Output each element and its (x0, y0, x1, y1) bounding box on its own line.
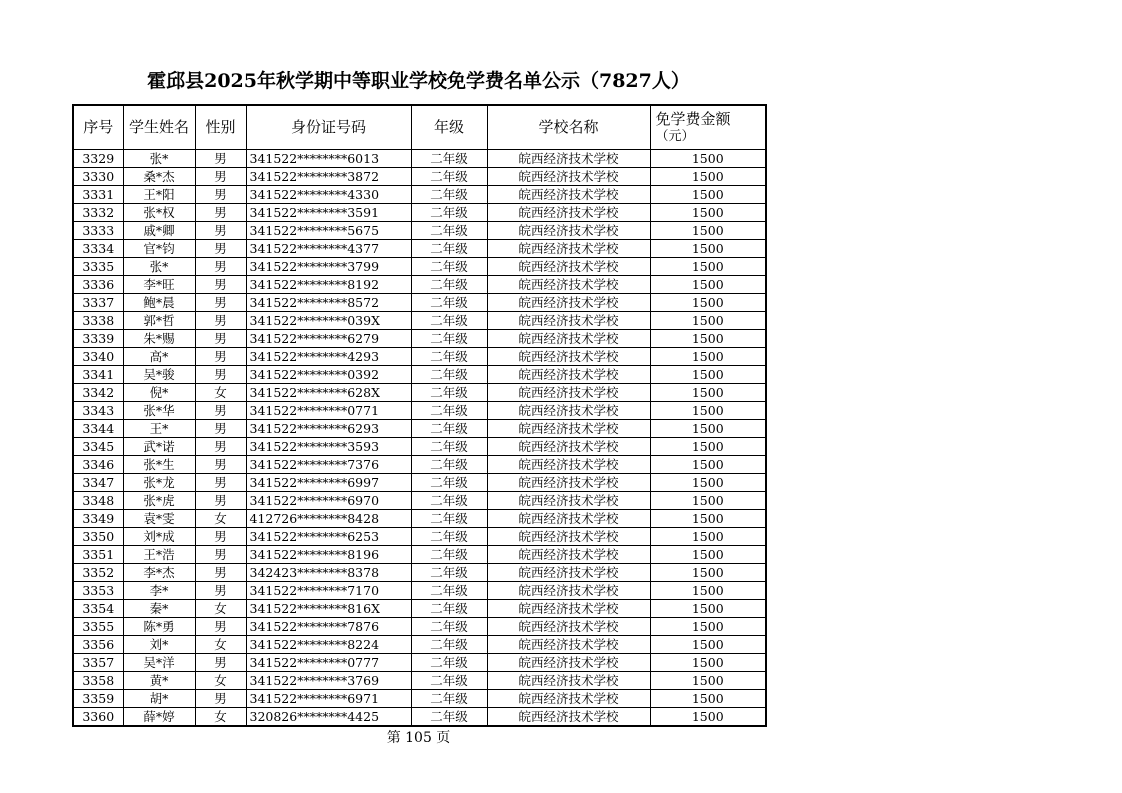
cell-student-name: 王* (123, 420, 195, 438)
cell-id-number: 341522********3872 (246, 168, 411, 186)
cell-seq: 3347 (73, 474, 123, 492)
cell-grade: 二年级 (411, 384, 487, 402)
cell-seq: 3342 (73, 384, 123, 402)
table-row (73, 654, 766, 672)
cell-fee-amount: 1500 (650, 420, 766, 438)
cell-id-number: 341522********0777 (246, 654, 411, 672)
cell-grade: 二年级 (411, 186, 487, 204)
cell-school-name: 皖西经济技术学校 (487, 186, 650, 204)
table-row (73, 384, 766, 402)
cell-grade: 二年级 (411, 420, 487, 438)
table-row (73, 474, 766, 492)
cell-grade: 二年级 (411, 564, 487, 582)
cell-gender: 女 (195, 636, 246, 654)
cell-student-name: 鲍*晨 (123, 294, 195, 312)
cell-gender: 男 (195, 258, 246, 276)
cell-gender: 女 (195, 600, 246, 618)
cell-id-number: 341522********039X (246, 312, 411, 330)
cell-id-number: 341522********8572 (246, 294, 411, 312)
cell-grade: 二年级 (411, 636, 487, 654)
cell-gender: 男 (195, 528, 246, 546)
table-row (73, 708, 766, 727)
cell-gender: 男 (195, 222, 246, 240)
table-row (73, 276, 766, 294)
cell-id-number: 341522********6293 (246, 420, 411, 438)
cell-gender: 女 (195, 510, 246, 528)
table-row (73, 600, 766, 618)
cell-gender: 男 (195, 618, 246, 636)
cell-fee-amount: 1500 (650, 690, 766, 708)
cell-gender: 男 (195, 582, 246, 600)
cell-id-number: 341522********0392 (246, 366, 411, 384)
cell-student-name: 秦* (123, 600, 195, 618)
cell-fee-amount: 1500 (650, 366, 766, 384)
table-row (73, 240, 766, 258)
cell-gender: 男 (195, 474, 246, 492)
header-seq: 序号 (73, 105, 123, 150)
cell-id-number: 320826********4425 (246, 708, 411, 727)
cell-fee-amount: 1500 (650, 636, 766, 654)
cell-fee-amount: 1500 (650, 348, 766, 366)
cell-gender: 男 (195, 690, 246, 708)
header-school: 学校名称 (487, 105, 650, 150)
cell-school-name: 皖西经济技术学校 (487, 222, 650, 240)
table-header-row (73, 105, 766, 150)
cell-seq: 3353 (73, 582, 123, 600)
cell-grade: 二年级 (411, 492, 487, 510)
cell-student-name: 张*虎 (123, 492, 195, 510)
cell-id-number: 341522********628X (246, 384, 411, 402)
cell-id-number: 341522********7876 (246, 618, 411, 636)
cell-student-name: 朱*赐 (123, 330, 195, 348)
cell-school-name: 皖西经济技术学校 (487, 330, 650, 348)
page-title: 霍邱县2025年秋学期中等职业学校免学费名单公示（7827人） (147, 70, 690, 92)
cell-fee-amount: 1500 (650, 510, 766, 528)
header-gender: 性别 (195, 105, 246, 150)
cell-gender: 男 (195, 402, 246, 420)
fee-waiver-table (72, 104, 767, 727)
cell-fee-amount: 1500 (650, 168, 766, 186)
cell-fee-amount: 1500 (650, 492, 766, 510)
cell-gender: 女 (195, 672, 246, 690)
cell-seq: 3333 (73, 222, 123, 240)
cell-grade: 二年级 (411, 258, 487, 276)
cell-student-name: 王*阳 (123, 186, 195, 204)
cell-fee-amount: 1500 (650, 294, 766, 312)
header-grade: 年级 (411, 105, 487, 150)
cell-school-name: 皖西经济技术学校 (487, 600, 650, 618)
cell-seq: 3335 (73, 258, 123, 276)
table-row (73, 348, 766, 366)
cell-gender: 男 (195, 312, 246, 330)
cell-grade: 二年级 (411, 276, 487, 294)
cell-id-number: 341522********3769 (246, 672, 411, 690)
header-name: 学生姓名 (123, 105, 195, 150)
cell-fee-amount: 1500 (650, 384, 766, 402)
cell-school-name: 皖西经济技术学校 (487, 438, 650, 456)
cell-seq: 3352 (73, 564, 123, 582)
cell-grade: 二年级 (411, 672, 487, 690)
cell-grade: 二年级 (411, 618, 487, 636)
cell-fee-amount: 1500 (650, 708, 766, 727)
cell-seq: 3346 (73, 456, 123, 474)
cell-seq: 3334 (73, 240, 123, 258)
cell-id-number: 341522********8224 (246, 636, 411, 654)
cell-school-name: 皖西经济技术学校 (487, 672, 650, 690)
cell-gender: 男 (195, 240, 246, 258)
cell-school-name: 皖西经济技术学校 (487, 456, 650, 474)
cell-fee-amount: 1500 (650, 186, 766, 204)
cell-student-name: 戚*卿 (123, 222, 195, 240)
cell-id-number: 341522********6970 (246, 492, 411, 510)
cell-school-name: 皖西经济技术学校 (487, 168, 650, 186)
table-row (73, 690, 766, 708)
cell-fee-amount: 1500 (650, 456, 766, 474)
cell-grade: 二年级 (411, 546, 487, 564)
cell-school-name: 皖西经济技术学校 (487, 384, 650, 402)
cell-id-number: 341522********7170 (246, 582, 411, 600)
cell-id-number: 341522********4377 (246, 240, 411, 258)
cell-seq: 3360 (73, 708, 123, 727)
cell-gender: 男 (195, 348, 246, 366)
table-row (73, 330, 766, 348)
table-row (73, 510, 766, 528)
cell-id-number: 341522********3593 (246, 438, 411, 456)
cell-student-name: 张* (123, 258, 195, 276)
cell-fee-amount: 1500 (650, 402, 766, 420)
table-row (73, 366, 766, 384)
cell-seq: 3354 (73, 600, 123, 618)
cell-student-name: 黄* (123, 672, 195, 690)
cell-seq: 3343 (73, 402, 123, 420)
cell-grade: 二年级 (411, 222, 487, 240)
cell-grade: 二年级 (411, 528, 487, 546)
cell-student-name: 李*旺 (123, 276, 195, 294)
cell-student-name: 薛*婷 (123, 708, 195, 727)
table-row (73, 582, 766, 600)
cell-id-number: 341522********6971 (246, 690, 411, 708)
cell-fee-amount: 1500 (650, 330, 766, 348)
cell-student-name: 郭*哲 (123, 312, 195, 330)
cell-school-name: 皖西经济技术学校 (487, 312, 650, 330)
cell-school-name: 皖西经济技术学校 (487, 276, 650, 294)
cell-student-name: 官*钧 (123, 240, 195, 258)
cell-gender: 男 (195, 546, 246, 564)
cell-id-number: 341522********6997 (246, 474, 411, 492)
cell-seq: 3336 (73, 276, 123, 294)
cell-student-name: 武*诺 (123, 438, 195, 456)
cell-seq: 3341 (73, 366, 123, 384)
cell-id-number: 341522********3799 (246, 258, 411, 276)
cell-school-name: 皖西经济技术学校 (487, 204, 650, 222)
cell-grade: 二年级 (411, 150, 487, 168)
cell-school-name: 皖西经济技术学校 (487, 618, 650, 636)
page-number: 第 105 页 (386, 730, 451, 746)
cell-student-name: 张*生 (123, 456, 195, 474)
cell-id-number: 412726********8428 (246, 510, 411, 528)
cell-school-name: 皖西经济技术学校 (487, 294, 650, 312)
cell-id-number: 341522********6013 (246, 150, 411, 168)
cell-school-name: 皖西经济技术学校 (487, 258, 650, 276)
cell-grade: 二年级 (411, 402, 487, 420)
cell-fee-amount: 1500 (650, 564, 766, 582)
cell-school-name: 皖西经济技术学校 (487, 690, 650, 708)
cell-gender: 女 (195, 384, 246, 402)
table-row (73, 294, 766, 312)
cell-school-name: 皖西经济技术学校 (487, 402, 650, 420)
cell-seq: 3356 (73, 636, 123, 654)
cell-school-name: 皖西经济技术学校 (487, 528, 650, 546)
table-row (73, 402, 766, 420)
cell-seq: 3350 (73, 528, 123, 546)
cell-gender: 男 (195, 420, 246, 438)
cell-gender: 男 (195, 330, 246, 348)
cell-student-name: 倪* (123, 384, 195, 402)
cell-fee-amount: 1500 (650, 222, 766, 240)
cell-gender: 男 (195, 186, 246, 204)
table-row (73, 672, 766, 690)
cell-seq: 3338 (73, 312, 123, 330)
cell-gender: 男 (195, 150, 246, 168)
cell-fee-amount: 1500 (650, 150, 766, 168)
cell-seq: 3344 (73, 420, 123, 438)
cell-seq: 3332 (73, 204, 123, 222)
cell-school-name: 皖西经济技术学校 (487, 564, 650, 582)
cell-id-number: 341522********3591 (246, 204, 411, 222)
cell-student-name: 陈*勇 (123, 618, 195, 636)
cell-grade: 二年级 (411, 312, 487, 330)
table-body (73, 150, 766, 727)
cell-grade: 二年级 (411, 600, 487, 618)
cell-id-number: 341522********5675 (246, 222, 411, 240)
header-id: 身份证号码 (246, 105, 411, 150)
cell-student-name: 王*浩 (123, 546, 195, 564)
cell-school-name: 皖西经济技术学校 (487, 510, 650, 528)
table-row (73, 204, 766, 222)
cell-student-name: 吴*洋 (123, 654, 195, 672)
cell-id-number: 342423********8378 (246, 564, 411, 582)
cell-student-name: 刘* (123, 636, 195, 654)
cell-grade: 二年级 (411, 330, 487, 348)
cell-fee-amount: 1500 (650, 204, 766, 222)
cell-fee-amount: 1500 (650, 672, 766, 690)
cell-seq: 3339 (73, 330, 123, 348)
table-row (73, 186, 766, 204)
cell-school-name: 皖西经济技术学校 (487, 708, 650, 727)
header-fee-unit: （元） (655, 128, 695, 144)
cell-grade: 二年级 (411, 294, 487, 312)
cell-grade: 二年级 (411, 168, 487, 186)
cell-school-name: 皖西经济技术学校 (487, 492, 650, 510)
cell-student-name: 胡* (123, 690, 195, 708)
cell-school-name: 皖西经济技术学校 (487, 546, 650, 564)
cell-student-name: 李*杰 (123, 564, 195, 582)
cell-fee-amount: 1500 (650, 582, 766, 600)
cell-seq: 3359 (73, 690, 123, 708)
table-row (73, 312, 766, 330)
cell-school-name: 皖西经济技术学校 (487, 348, 650, 366)
cell-id-number: 341522********816X (246, 600, 411, 618)
cell-fee-amount: 1500 (650, 312, 766, 330)
cell-fee-amount: 1500 (650, 654, 766, 672)
header-fee-label: 免学费金额 (655, 109, 731, 128)
cell-seq: 3329 (73, 150, 123, 168)
cell-gender: 男 (195, 492, 246, 510)
cell-school-name: 皖西经济技术学校 (487, 366, 650, 384)
cell-student-name: 桑*杰 (123, 168, 195, 186)
cell-gender: 男 (195, 366, 246, 384)
cell-grade: 二年级 (411, 654, 487, 672)
cell-seq: 3351 (73, 546, 123, 564)
cell-school-name: 皖西经济技术学校 (487, 420, 650, 438)
cell-school-name: 皖西经济技术学校 (487, 150, 650, 168)
cell-grade: 二年级 (411, 438, 487, 456)
cell-seq: 3337 (73, 294, 123, 312)
header-fee (650, 105, 766, 150)
cell-student-name: 张*权 (123, 204, 195, 222)
table-row (73, 258, 766, 276)
cell-grade: 二年级 (411, 690, 487, 708)
cell-student-name: 刘*成 (123, 528, 195, 546)
table-row (73, 528, 766, 546)
table-row (73, 168, 766, 186)
table-row (73, 564, 766, 582)
table-row (73, 150, 766, 168)
cell-student-name: 张*龙 (123, 474, 195, 492)
cell-seq: 3330 (73, 168, 123, 186)
cell-id-number: 341522********7376 (246, 456, 411, 474)
table-row (73, 618, 766, 636)
table-row (73, 546, 766, 564)
cell-student-name: 袁*雯 (123, 510, 195, 528)
cell-fee-amount: 1500 (650, 438, 766, 456)
cell-grade: 二年级 (411, 708, 487, 727)
cell-grade: 二年级 (411, 510, 487, 528)
cell-id-number: 341522********0771 (246, 402, 411, 420)
cell-seq: 3355 (73, 618, 123, 636)
cell-fee-amount: 1500 (650, 528, 766, 546)
cell-student-name: 张*华 (123, 402, 195, 420)
cell-id-number: 341522********8196 (246, 546, 411, 564)
cell-school-name: 皖西经济技术学校 (487, 654, 650, 672)
cell-seq: 3349 (73, 510, 123, 528)
cell-fee-amount: 1500 (650, 240, 766, 258)
cell-fee-amount: 1500 (650, 258, 766, 276)
table-row (73, 420, 766, 438)
cell-gender: 男 (195, 456, 246, 474)
cell-grade: 二年级 (411, 456, 487, 474)
table-row (73, 636, 766, 654)
cell-seq: 3331 (73, 186, 123, 204)
cell-school-name: 皖西经济技术学校 (487, 240, 650, 258)
cell-seq: 3348 (73, 492, 123, 510)
cell-school-name: 皖西经济技术学校 (487, 636, 650, 654)
cell-gender: 男 (195, 654, 246, 672)
cell-gender: 男 (195, 168, 246, 186)
cell-student-name: 高* (123, 348, 195, 366)
cell-id-number: 341522********6279 (246, 330, 411, 348)
cell-id-number: 341522********4293 (246, 348, 411, 366)
cell-fee-amount: 1500 (650, 546, 766, 564)
cell-id-number: 341522********8192 (246, 276, 411, 294)
cell-seq: 3340 (73, 348, 123, 366)
table-row (73, 438, 766, 456)
cell-grade: 二年级 (411, 204, 487, 222)
cell-student-name: 张* (123, 150, 195, 168)
cell-grade: 二年级 (411, 240, 487, 258)
cell-grade: 二年级 (411, 366, 487, 384)
cell-grade: 二年级 (411, 474, 487, 492)
table-row (73, 222, 766, 240)
cell-id-number: 341522********6253 (246, 528, 411, 546)
cell-grade: 二年级 (411, 348, 487, 366)
table-row (73, 492, 766, 510)
cell-fee-amount: 1500 (650, 618, 766, 636)
cell-fee-amount: 1500 (650, 474, 766, 492)
cell-student-name: 吴*骏 (123, 366, 195, 384)
cell-seq: 3358 (73, 672, 123, 690)
table-row (73, 456, 766, 474)
cell-grade: 二年级 (411, 582, 487, 600)
cell-gender: 男 (195, 204, 246, 222)
cell-gender: 男 (195, 276, 246, 294)
cell-fee-amount: 1500 (650, 600, 766, 618)
cell-gender: 男 (195, 564, 246, 582)
cell-gender: 男 (195, 438, 246, 456)
cell-fee-amount: 1500 (650, 276, 766, 294)
cell-gender: 男 (195, 294, 246, 312)
cell-school-name: 皖西经济技术学校 (487, 474, 650, 492)
cell-seq: 3345 (73, 438, 123, 456)
cell-school-name: 皖西经济技术学校 (487, 582, 650, 600)
cell-seq: 3357 (73, 654, 123, 672)
cell-id-number: 341522********4330 (246, 186, 411, 204)
cell-student-name: 李* (123, 582, 195, 600)
cell-gender: 女 (195, 708, 246, 727)
